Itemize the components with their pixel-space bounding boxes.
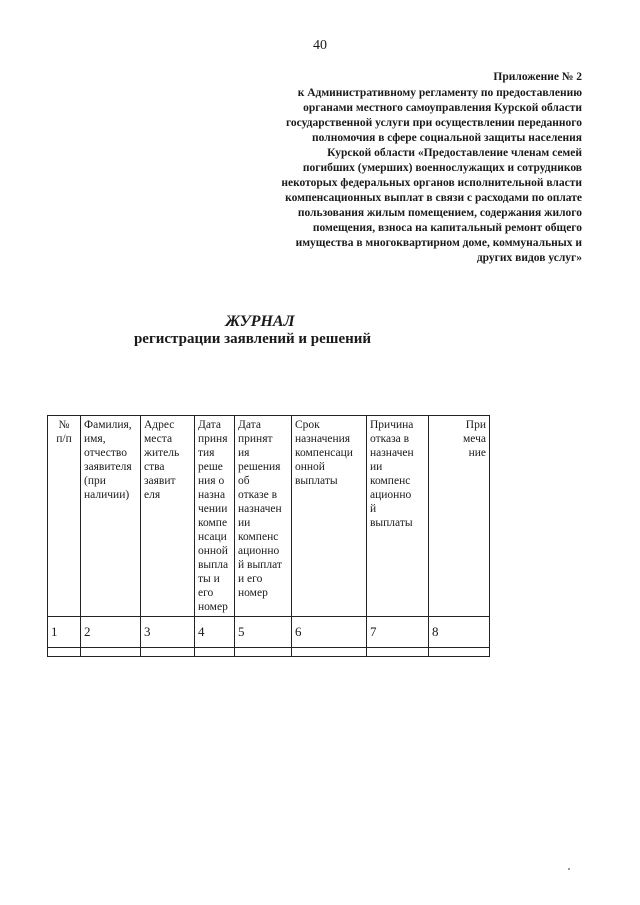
- column-header-address: Адрес места житель ства заявит еля: [141, 416, 195, 617]
- scan-speck: [568, 868, 570, 870]
- column-header-grant-decision-date: Дата приня тия реше ния о назна чении компе нсаци онной выпла ты и его номер: [195, 416, 235, 617]
- appendix-line: полномочия в сфере социальной защиты населения: [312, 132, 582, 144]
- appendix-line: некоторых федеральных органов исполнительной власти: [281, 177, 582, 189]
- table-cell: [235, 648, 292, 657]
- column-index: 2: [81, 617, 141, 648]
- appendix-title: Приложение № 2: [493, 71, 582, 83]
- column-index: 3: [141, 617, 195, 648]
- appendix-line: государственной услуги при осуществлении переданного: [285, 117, 582, 129]
- appendix-block: [242, 70, 582, 266]
- appendix-line: компенсационных выплат в связи с расходами по оплате: [285, 192, 582, 204]
- table-cell: [81, 648, 141, 657]
- table-row: [48, 648, 490, 657]
- column-header-payment-term: Срок назначения компенсаци онной выплаты: [292, 416, 367, 617]
- journal-title: ЖУРНАЛ: [225, 313, 295, 330]
- table-header-row: [48, 416, 490, 617]
- column-index: 7: [367, 617, 429, 648]
- column-header-refusal-decision-date: Дата принят ия решения об отказе в назначен ии компенс ационно й выплат и его номер: [235, 416, 292, 617]
- appendix-line: имущества в многоквартирном доме, коммунальных и: [295, 237, 582, 249]
- appendix-line: помещения, взноса на капитальный ремонт общего: [312, 222, 582, 234]
- appendix-line: Курской области «Предоставление членам семей: [327, 147, 582, 159]
- column-index: 4: [195, 617, 235, 648]
- journal-subtitle: регистрации заявлений и решений: [133, 331, 372, 347]
- appendix-line: к Административному регламенту по предоставлению: [297, 87, 582, 99]
- appendix-line: других видов услуг»: [476, 252, 582, 264]
- table-cell: [48, 648, 81, 657]
- appendix-line: органами местного самоуправления Курской области: [303, 102, 582, 114]
- table-cell: [429, 648, 490, 657]
- registration-journal-table: [47, 415, 490, 657]
- column-header-refusal-reason: Причина отказа в назначен ии компенс ационно й выплаты: [367, 416, 429, 617]
- column-header-applicant-name: Фамилия, имя, отчество заявителя (при наличии): [81, 416, 141, 617]
- column-index: 8: [429, 617, 490, 648]
- column-header-number: № п/п: [48, 416, 81, 617]
- table-cell: [292, 648, 367, 657]
- page-number: 40: [313, 38, 327, 53]
- table-row: [48, 617, 490, 648]
- appendix-line: погибших (умерших) военнослужащих и сотрудников: [302, 162, 582, 174]
- column-index: 1: [48, 617, 81, 648]
- appendix-line: пользования жилым помещением, содержания жилого: [297, 207, 582, 219]
- table-cell: [195, 648, 235, 657]
- column-index: 6: [292, 617, 367, 648]
- column-header-note: При меча ние: [429, 416, 490, 617]
- column-index: 5: [235, 617, 292, 648]
- table-cell: [141, 648, 195, 657]
- table-cell: [367, 648, 429, 657]
